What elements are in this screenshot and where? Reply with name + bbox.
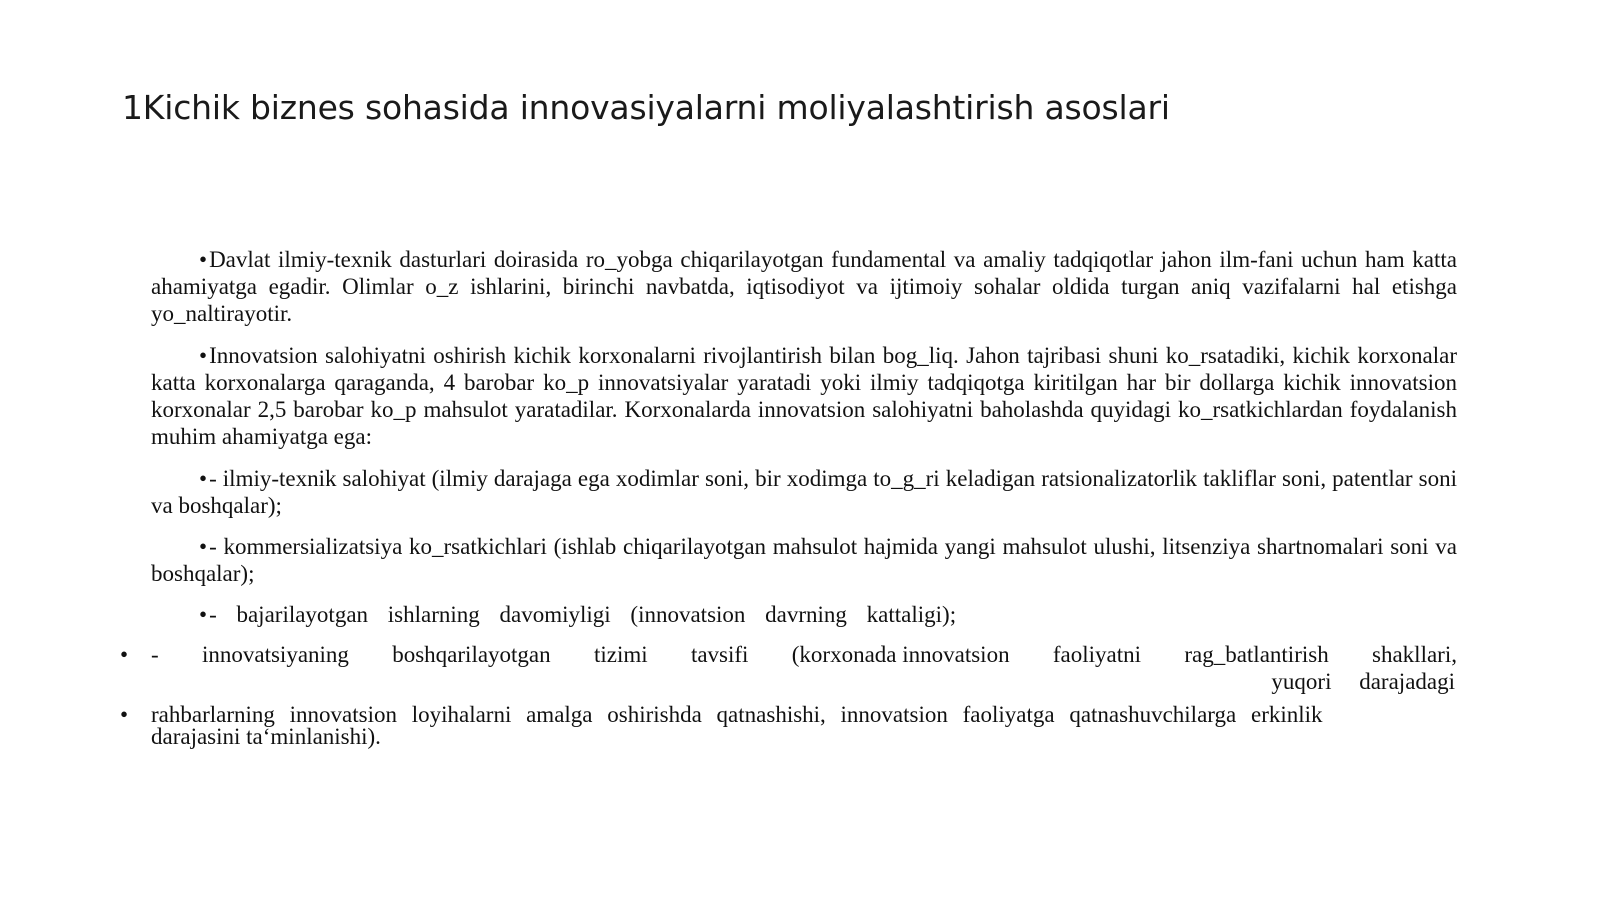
paragraph-1 bbox=[151, 246, 1457, 327]
bullet-icon: • bbox=[199, 466, 208, 491]
list-item-7-line-1: rahbarlarning innovatsion loyihalarni amalga oshirishda qatnashishi, innovatsion faoliyatga qatnashuvchilarga erkinlik bbox=[151, 702, 1323, 727]
paragraph-4-text: - kommersializatsiya ko_rsatkichlari (ishlab chiqarilayotgan mahsulot hajmida yangi mahsulot ulushi, litsenziya shartnomalari soni va boshqalar); bbox=[151, 534, 1457, 586]
paragraph-5 bbox=[151, 601, 1457, 628]
bullet-icon: • bbox=[199, 247, 208, 272]
list-item-7 bbox=[120, 704, 1457, 748]
bullet-icon: • bbox=[199, 602, 208, 627]
word: - bbox=[151, 642, 159, 667]
list-item-7-line-2: darajasini ta‘minlanishi). bbox=[151, 724, 381, 749]
word: tizimi bbox=[593, 642, 648, 667]
bullet-icon: • bbox=[199, 534, 208, 559]
word: shakllari, bbox=[1372, 642, 1457, 667]
word: rag_batlantirish bbox=[1184, 642, 1329, 667]
word: faoliyatni bbox=[1052, 642, 1142, 667]
bullet-icon: • bbox=[120, 642, 129, 667]
list-item-6 bbox=[120, 641, 1457, 695]
paragraph-5-text: - bajarilayotgan ishlarning davomiyligi (innovatsion davrning kattaligi); bbox=[209, 602, 957, 627]
word: tavsifi bbox=[690, 642, 749, 667]
paragraph-3-text: - ilmiy-texnik salohiyat (ilmiy darajaga ega xodimlar soni, bir xodimga to_g_ri keladigan ratsionalizatorlik takliflar soni, patentlar soni va boshqalar); bbox=[151, 466, 1457, 518]
word: innovatsiyaning bbox=[201, 642, 349, 667]
word: (korxonada innovatsion bbox=[791, 642, 1010, 667]
list-item-6-line-1 bbox=[151, 641, 1457, 668]
slide-title: 1Kichik biznes sohasida innovasiyalarni moliyalashtirish asoslari bbox=[122, 88, 1170, 127]
paragraph-2-text: Innovatsion salohiyatni oshirish kichik korxonalarni rivojlantirish bilan bog_liq. Jahon tajribasi shuni ko_rsatadiki, kichik korxonalar katta korxonalarga qaraganda, 4 barobar ko_p innovatsiyalar yaratadi yoki ilmiy tadqiqotga kiritilgan har bir dollarga kichik innovatsion korxonalar 2,5 barobar ko_p mahsulot yaratadilar. Korxonalarda innovatsion salohiyatni baholashda quyidagi ko_rsatkichlardan foydalanish muhim ahamiyatga ega: bbox=[151, 343, 1457, 449]
bullet-icon: • bbox=[120, 702, 129, 727]
paragraph-4 bbox=[151, 533, 1457, 587]
word: boshqarilayotgan bbox=[392, 642, 551, 667]
paragraph-1-text: Davlat ilmiy-texnik dasturlari doirasida ro_yobga chiqarilayotgan fundamental va amaliy tadqiqotlar jahon ilm-fani uchun ham katta ahamiyatga egadir. Olimlar o_z ishlarini, birinchi navbatda, iqtisodiyot va ijtimoiy sohalar oldida turgan aniq vazifalarni hal etishga yo_naltirayotir. bbox=[151, 247, 1457, 326]
list-item-6-line-2: yuqori darajadagi bbox=[1271, 669, 1455, 694]
bullet-icon: • bbox=[199, 343, 208, 368]
paragraph-2 bbox=[151, 342, 1457, 450]
paragraph-3 bbox=[151, 465, 1457, 519]
